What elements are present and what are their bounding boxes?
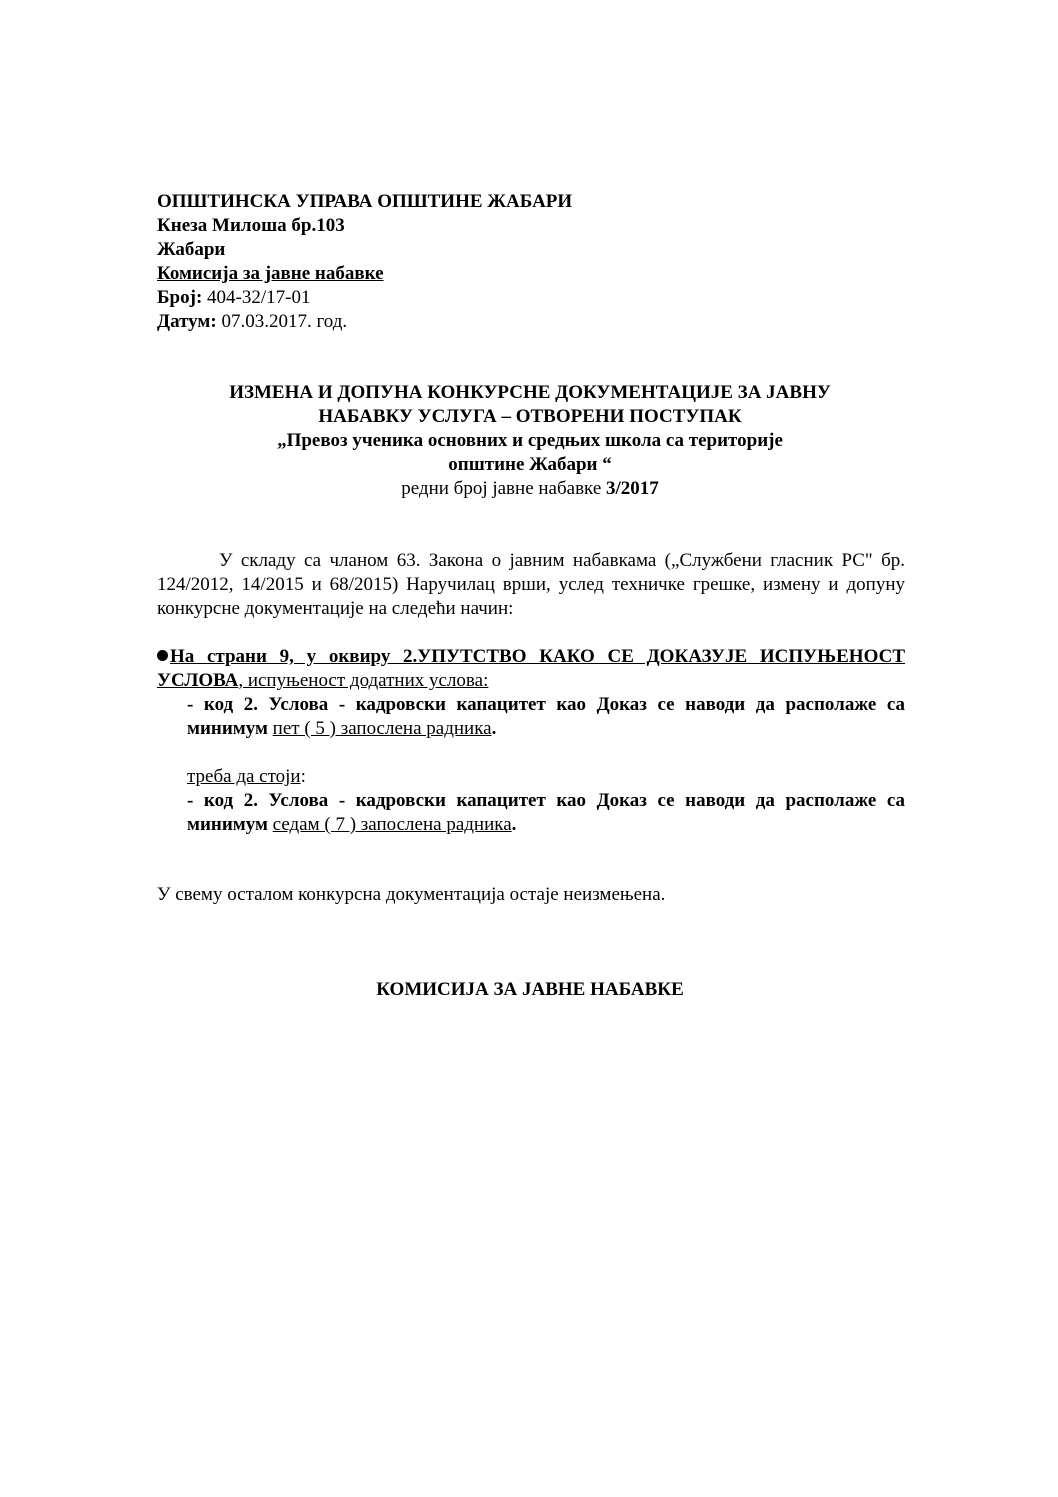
document-date-value: 07.03.2017. год.: [216, 311, 348, 332]
old-condition-text: - код 2. Услова - кадровски капацитет као Доказ се наводи да располаже са минимум: [187, 694, 905, 739]
change-heading: [157, 645, 905, 693]
procurement-number-label: редни број јавне набавке: [401, 478, 606, 499]
office-city: Жабари: [157, 239, 226, 260]
procurement-number: 3/2017: [606, 478, 659, 499]
intro-paragraph: [157, 549, 905, 621]
title-line-4: општине Жабари “: [448, 454, 612, 475]
title-line-3: „Превоз ученика основних и средњих школа са територије: [277, 430, 783, 451]
title-line-5: [150, 477, 910, 501]
new-condition-text: - код 2. Услова - кадровски капацитет као Доказ се наводи да располаже са минимум: [187, 790, 905, 835]
office-name: ОПШТИНСКА УПРАВА ОПШТИНЕ ЖАБАРИ: [157, 191, 573, 212]
should-be-colon: :: [300, 766, 306, 787]
new-condition-suffix: .: [511, 814, 517, 835]
change-heading-normal: , испуњеност додатних услова:: [238, 670, 489, 691]
old-condition-value: пет ( 5 ) запослена радника: [272, 718, 492, 739]
document-number-value: 404-32/17-01: [202, 287, 311, 308]
title-line-2: НАБАВКУ УСЛУГА – ОТВОРЕНИ ПОСТУПАК: [318, 406, 742, 427]
document-date: [157, 310, 757, 334]
bullet-icon: [157, 650, 168, 661]
should-be-label: [157, 765, 905, 789]
letterhead: [157, 190, 757, 334]
old-condition: [157, 693, 905, 741]
signature-commission: КОМИСИЈА ЗА ЈАВНЕ НАБАВКЕ: [376, 979, 684, 1000]
change-section: [157, 645, 905, 837]
new-condition: [157, 789, 905, 837]
new-condition-value: седам ( 7 ) запослена радника: [272, 814, 512, 835]
change-heading-bold: На страни 9, у оквиру 2.УПУТСТВО КАКО СЕ ДОКАЗУЈЕ ИСПУЊЕНОСТ УСЛОВА: [157, 646, 905, 691]
intro-text: У складу са чланом 63. Закона о јавним набавкама („Службени гласник РС" бр. 124/2012, 14/2015 и 68/2015) Наручилац врши, услед техничке грешке, измену и допуну конкурсне документације на следећи начин:: [157, 550, 905, 619]
commission-name: Комисија за јавне набавке: [157, 263, 384, 284]
document-number: [157, 286, 757, 310]
office-address: Кнеза Милоша бр.103: [157, 215, 345, 236]
document-number-label: Број:: [157, 287, 203, 308]
document-title: [150, 381, 910, 501]
should-be-text: треба да стоји: [187, 766, 301, 787]
document-date-label: Датум:: [157, 311, 217, 332]
title-line-1: ИЗМЕНА И ДОПУНА КОНКУРСНЕ ДОКУМЕНТАЦИЈЕ ЗА ЈАВНУ: [229, 382, 831, 403]
old-condition-suffix: .: [491, 718, 497, 739]
closing-paragraph: У свему осталом конкурсна документација остаје неизмењена.: [157, 884, 666, 905]
